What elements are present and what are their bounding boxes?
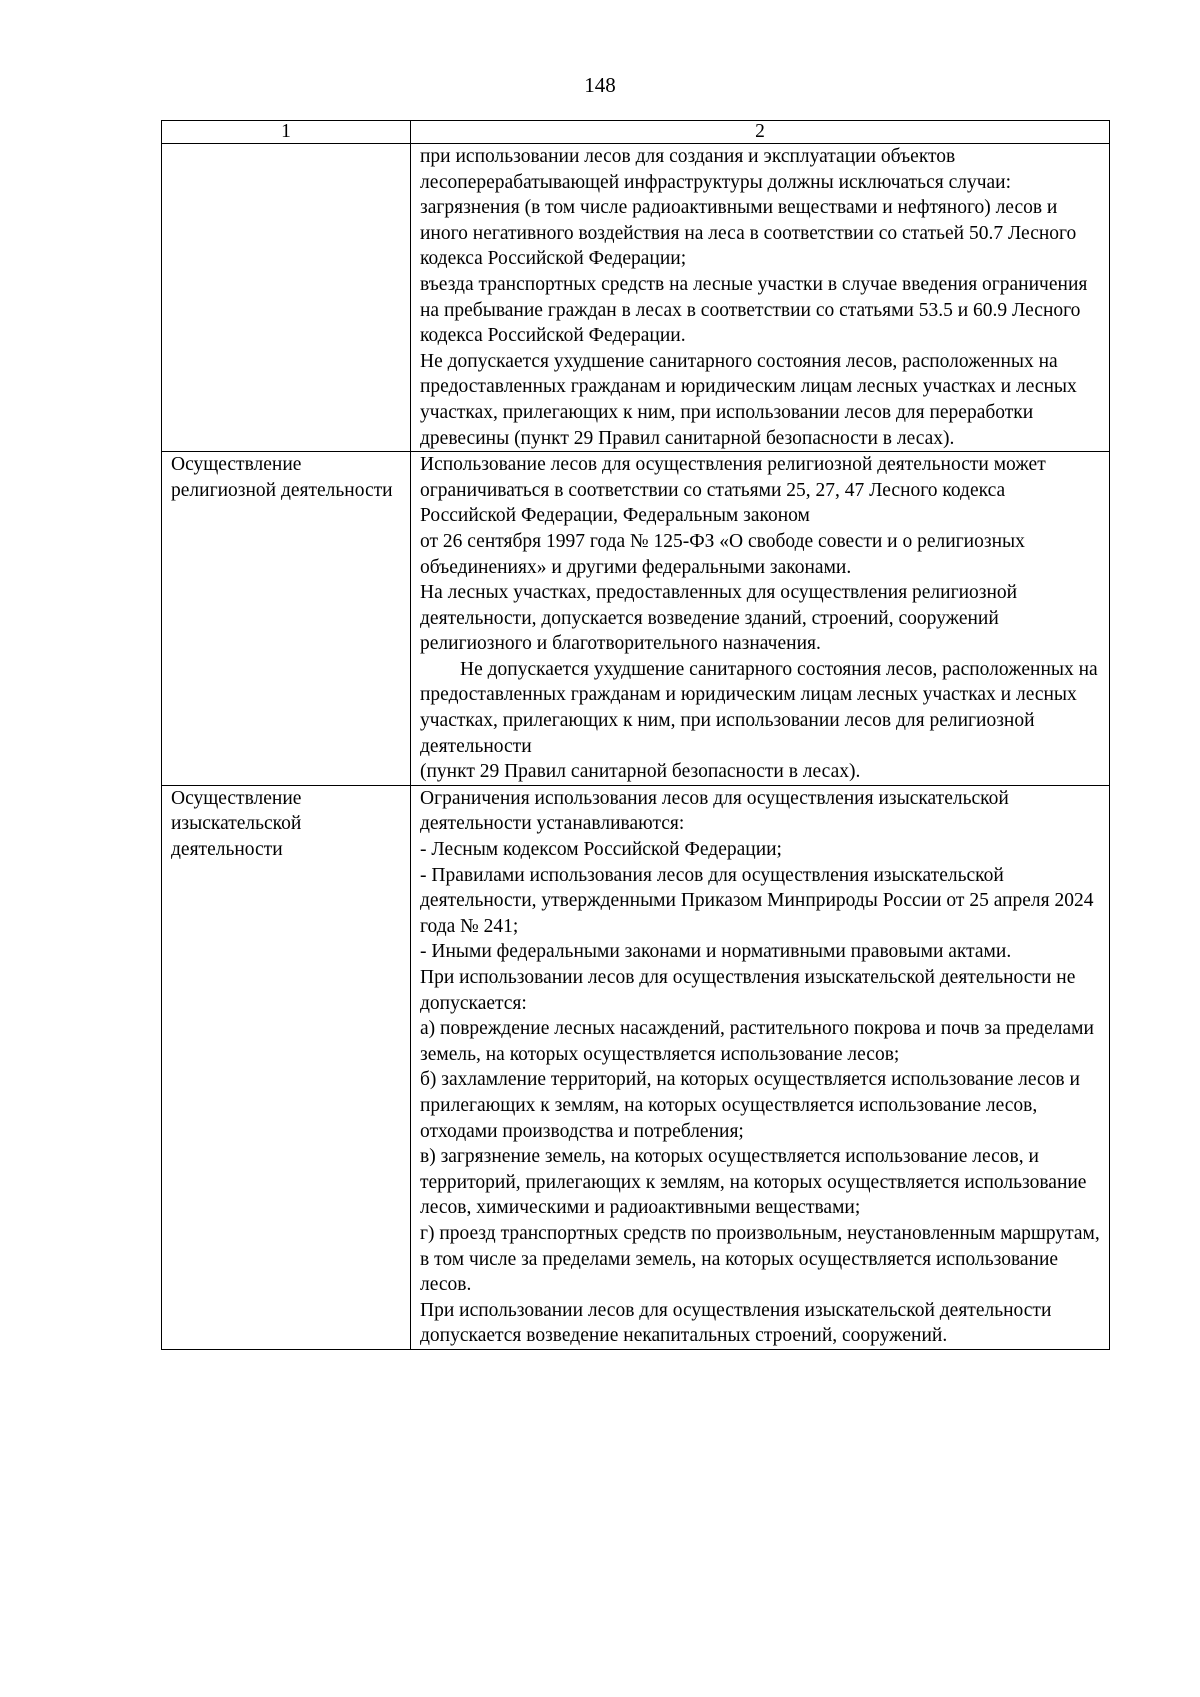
- paragraph: Не допускается ухудшение санитарного состояния лесов, расположенных на предоставленных гражданам и юридическим лицам лесных участках и лесных участках, прилегающих к ним, при использовании лесов для религиозной деятельности: [420, 658, 1098, 757]
- row-label: Осуществление религиозной деятельности: [162, 452, 411, 786]
- paragraph: загрязнения (в том числе радиоактивными веществами и нефтяного) лесов и иного негативного воздействия на леса в соответствии со статьей 50.7 Лесного кодекса Российской Федерации;: [420, 197, 1077, 270]
- paragraph: (пункт 29 Правил санитарной безопасности в лесах).: [420, 761, 861, 783]
- paragraph: от 26 сентября 1997 года № 125-ФЗ «О свободе совести и о религиозных объединениях» и другими федеральными законами.: [420, 530, 1025, 578]
- paragraph: На лесных участках, предоставленных для осуществления религиозной деятельности, допускается возведение зданий, строений, сооружений религиозного и благотворительного назначения.: [420, 582, 1018, 655]
- row-content: [411, 785, 1110, 1349]
- paragraph: при использовании лесов для создания и эксплуатации объектов лесоперерабатывающей инфраструктуры должны исключаться случаи:: [420, 146, 1012, 193]
- paragraph: въезда транспортных средств на лесные участки в случае введения ограничения на пребывание граждан в лесах в соответствии со статьями 53.5 и 60.9 Лесного кодекса Российской Федерации.: [420, 273, 1088, 347]
- paragraph: а) повреждение лесных насаждений, растительного покрова и почв за пределами земель, на которых осуществляется использование лесов;: [420, 1018, 1094, 1065]
- paragraph: - Иными федеральными законами и нормативными правовыми актами.: [420, 941, 1012, 963]
- table-row-infrastructure: [162, 144, 1110, 452]
- paragraph: Ограничения использования лесов для осуществления изыскательской деятельности устанавливаются:: [420, 787, 1009, 835]
- paragraph: Не допускается ухудшение санитарного состояния лесов, расположенных на предоставленных гражданам и юридическим лицам лесных участках и лесных участках, прилегающих к ним, при использовании лесов для переработки древесины (пункт 29 Правил санитарной безопасности в лесах).: [420, 350, 1077, 449]
- column-header-1: 1: [162, 121, 411, 144]
- row-content: [411, 452, 1110, 786]
- paragraph: б) захламление территорий, на которых осуществляется использование лесов и прилегающих к землям, на которых осуществляется использование лесов, отходами производства и потребления;: [420, 1069, 1080, 1142]
- paragraph: г) проезд транспортных средств по произвольным, неустановленным маршрутам, в том числе за пределами земель, на которых осуществляется использование лесов.: [420, 1222, 1100, 1296]
- paragraph: в) загрязнение земель, на которых осуществляется использование лесов, и территорий, прилегающих к землям, на которых осуществляется использование лесов, химическими и радиоактивными веществами;: [420, 1146, 1087, 1219]
- paragraph: - Правилами использования лесов для осуществления изыскательской деятельности, утвержденными Приказом Минприроды России от 25 апреля 2024 года № 241;: [420, 864, 1094, 937]
- page-number: 148: [584, 73, 616, 97]
- paragraph: При использовании лесов для осуществления изыскательской деятельности не допускается:: [420, 967, 1076, 1014]
- table-row-religious: [162, 452, 1110, 786]
- regulations-table: [161, 120, 1110, 1350]
- paragraph: При использовании лесов для осуществления изыскательской деятельности допускается возведение некапитальных строений, сооружений.: [420, 1299, 1052, 1347]
- row-content: [411, 144, 1110, 452]
- paragraph: - Лесным кодексом Российской Федерации;: [420, 839, 782, 861]
- table-row-survey: [162, 785, 1110, 1349]
- column-header-2: 2: [411, 121, 1110, 144]
- table-header-row: [162, 121, 1110, 144]
- paragraph: Использование лесов для осуществления религиозной деятельности может ограничиваться в соответствии со статьями 25, 27, 47 Лесного кодекса Российской Федерации, Федеральным законом: [420, 454, 1046, 527]
- row-label: Осуществление изыскательской деятельности: [162, 785, 411, 1349]
- row-label: [162, 144, 411, 452]
